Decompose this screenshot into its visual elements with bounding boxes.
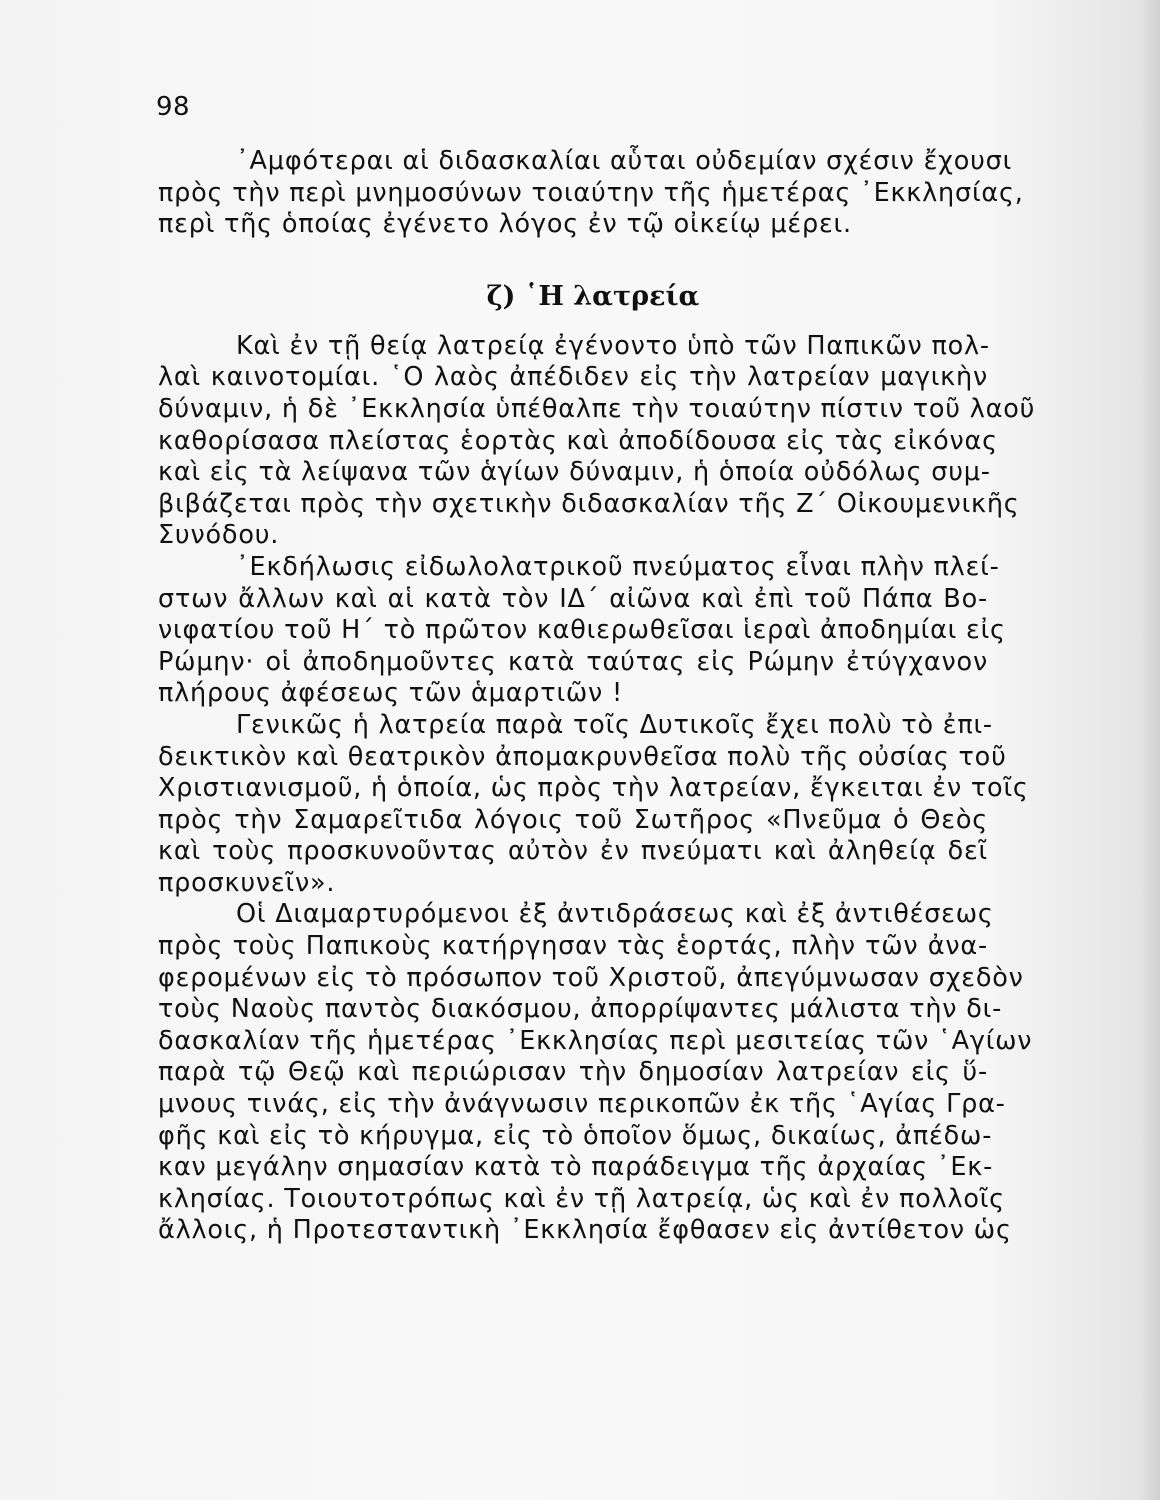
paragraph-4: [158, 899, 1033, 1247]
page-number: 98: [156, 92, 191, 122]
text-line: Συνόδου.: [158, 520, 280, 551]
text-line: κλησίας. Τοιουτοτρόπως καὶ ἐν τῇ λατρείᾳ, ὡς καὶ ἐν πολλοῖς: [158, 1183, 1005, 1214]
text-line: τοὺς Ναοὺς παντὸς διακόσμου, ἀπορρίψαντες μάλιστα τὴν δι-: [158, 994, 1003, 1025]
text-line: ᾿Αμφότεραι αἱ διδασκαλίαι αὗται οὐδεμίαν σχέσιν ἔχουσι: [236, 146, 1013, 176]
section-heading: ζ) ῾Η λατρεία: [486, 280, 700, 312]
paragraph-1: [158, 330, 1036, 552]
text-line: καν μεγάλην σημασίαν κατὰ τὸ παράδειγμα τῆς ἀρχαίας ᾿Εκ-: [158, 1152, 994, 1183]
text-line: καὶ τοὺς προσκυνοῦντας αὐτὸν ἐν πνεύματι καὶ ἀληθείᾳ δεῖ: [158, 836, 988, 867]
intro-paragraph: [158, 146, 1024, 241]
text-line: Ρώμην· οἱ ἀποδημοῦντες κατὰ ταύτας εἰς Ρώμην ἐτύγχανον: [158, 646, 988, 677]
text-line: καὶ εἰς τὰ λείψανα τῶν ἁγίων δύναμιν, ἡ ὁποία οὐδόλως συμ-: [158, 457, 991, 488]
text-line: καθορίσασα πλείστας ἑορτὰς καὶ ἀποδίδουσα εἰς τὰς εἰκόνας: [158, 425, 998, 456]
body-text: [158, 146, 1036, 1247]
text-line: δύναμιν, ἡ δὲ ᾿Εκκλησία ὑπέθαλπε τὴν τοιαύτην πίστιν τοῦ λαοῦ: [158, 393, 1036, 424]
text-line: μνους τινάς, εἰς τὴν ἀνάγνωσιν περικοπῶν ἐκ τῆς ῾Αγίας Γρα-: [158, 1089, 1006, 1120]
text-line: φῆς καὶ εἰς τὸ κήρυγμα, εἰς τὸ ὁποῖον ὅμως, δικαίως, ἀπέδω-: [158, 1120, 993, 1151]
text-line: φερομένων εἰς τὸ πρόσωπον τοῦ Χριστοῦ, ἀπεγύμνωσαν σχεδὸν: [158, 962, 1024, 993]
paragraph-3: [158, 709, 1029, 900]
text-line: Οἱ Διαμαρτυρόμενοι ἐξ ἀντιδράσεως καὶ ἐξ ἀντιθέσεως: [236, 899, 994, 930]
text-line: πρὸς τὴν Σαμαρεῖτιδα λόγοις τοῦ Σωτῆρος «Πνεῦμα ὁ Θεὸς: [158, 804, 988, 835]
text-line: πρὸς τὴν περὶ μνημοσύνων τοιαύτην τῆς ἡμετέρας ᾿Εκκλησίας,: [158, 177, 1024, 208]
text-line: προσκυνεῖν».: [158, 867, 336, 898]
text-line: στων ἄλλων καὶ αἱ κατὰ τὸν ΙΔ΄ αἰῶνα καὶ ἐπὶ τοῦ Πάπα Βο-: [158, 583, 988, 614]
text-line: νιφατίου τοῦ Η΄ τὸ πρῶτον καθιερωθεῖσαι ἱεραὶ ἀποδημίαι εἰς: [158, 615, 1006, 646]
text-line: δασκαλίαν τῆς ἡμετέρας ᾿Εκκλησίας περὶ μεσιτείας τῶν ῾Αγίων: [158, 1025, 1033, 1056]
text-line: λαὶ καινοτομίαι. ῾Ο λαὸς ἀπέδιδεν εἰς τὴν λατρείαν μαγικὴν: [158, 362, 988, 393]
page-edge-shadow: [1138, 0, 1160, 1500]
section-spacer: [158, 241, 988, 277]
text-line: Γενικῶς ἡ λατρεία παρὰ τοῖς Δυτικοῖς ἔχει πολὺ τὸ ἐπι-: [236, 709, 993, 740]
text-line: πρὸς τοὺς Παπικοὺς κατήργησαν τὰς ἑορτάς, πλὴν τῶν ἀνα-: [158, 931, 988, 962]
text-line: περὶ τῆς ὁποίας ἐγένετο λόγος ἐν τῷ οἰκείῳ μέρει.: [158, 209, 852, 240]
text-line: Καὶ ἐν τῇ θείᾳ λατρείᾳ ἐγένοντο ὑπὸ τῶν Παπικῶν πολ-: [236, 330, 990, 361]
text-line: ᾿Εκδήλωσις εἰδωλολατρικοῦ πνεύματος εἶναι πλὴν πλεί-: [236, 551, 1000, 582]
text-line: ἄλλοις, ἡ Προτεσταντικὴ ᾿Εκκλησία ἔφθασεν εἰς ἀντίθετον ὡς: [158, 1215, 1012, 1246]
text-line: δεικτικὸν καὶ θεατρικὸν ἀπομακρυνθεῖσα πολὺ τῆς οὐσίας τοῦ: [158, 741, 1007, 772]
paragraph-2: [158, 551, 1006, 710]
text-line: παρὰ τῷ Θεῷ καὶ περιώρισαν τὴν δημοσίαν λατρείαν εἰς ὕ-: [158, 1057, 988, 1088]
text-line: Χριστιανισμοῦ, ἡ ὁποία, ὡς πρὸς τὴν λατρείαν, ἔγκειται ἐν τοῖς: [158, 773, 1029, 804]
text-line: πλήρους ἀφέσεως τῶν ἁμαρτιῶν !: [158, 678, 623, 709]
text-line: βιβάζεται πρὸς τὴν σχετικὴν διδασκαλίαν τῆς Ζ΄ Οἰκουμενικῆς: [158, 488, 1020, 519]
